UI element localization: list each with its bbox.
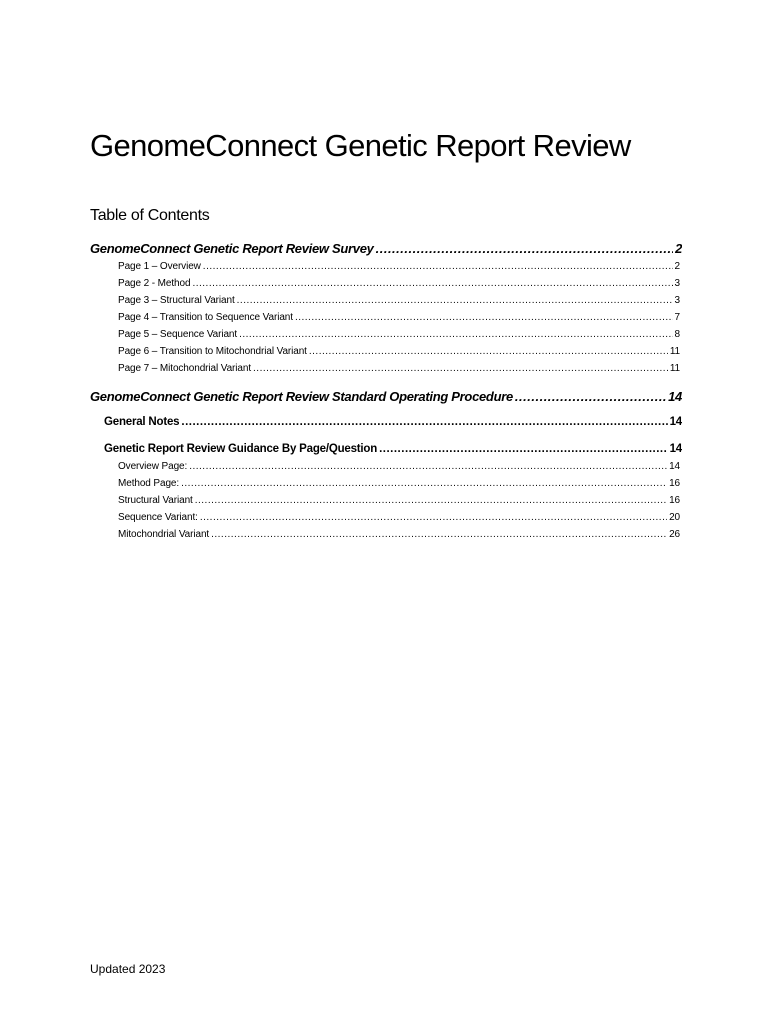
toc-entry[interactable] xyxy=(118,529,680,540)
toc-entry[interactable] xyxy=(90,241,682,256)
toc-entry-label: Page 2 - Method xyxy=(118,278,191,289)
toc-entry-label: GenomeConnect Genetic Report Review Standard Operating Procedure xyxy=(90,389,513,404)
dot-leader xyxy=(309,346,668,357)
toc-entry[interactable] xyxy=(118,295,680,306)
dot-leader xyxy=(181,416,667,428)
toc-entry[interactable] xyxy=(118,278,680,289)
toc-entry[interactable] xyxy=(118,495,680,506)
toc-entry-page: 2 xyxy=(675,241,682,256)
toc-entry[interactable] xyxy=(118,461,680,472)
toc-entry[interactable] xyxy=(118,346,680,357)
toc-entry-page: 14 xyxy=(669,443,682,455)
toc-entry-label: General Notes xyxy=(104,416,180,428)
toc-entry[interactable] xyxy=(118,312,680,323)
dot-leader xyxy=(211,529,667,540)
toc-entry-page: 16 xyxy=(669,495,680,506)
dot-leader xyxy=(376,241,673,256)
toc-entry-page: 20 xyxy=(669,512,680,523)
toc-entry-page: 11 xyxy=(669,346,680,357)
dot-leader xyxy=(181,478,667,489)
toc-entry-label: Page 1 – Overview xyxy=(118,261,201,272)
toc-entry[interactable] xyxy=(104,443,682,455)
toc-heading: Table of Contents xyxy=(90,207,210,224)
toc-entry[interactable] xyxy=(90,389,682,404)
toc-entry[interactable] xyxy=(118,478,680,489)
toc-entry-page: 7 xyxy=(674,312,680,323)
toc-entry-page: 26 xyxy=(669,529,680,540)
toc-entry-label: Page 7 – Mitochondrial Variant xyxy=(118,363,252,374)
toc-entry-page: 3 xyxy=(674,278,680,289)
toc-entry[interactable] xyxy=(118,363,680,374)
toc-entry-label: Mitochondrial Variant xyxy=(118,529,210,540)
toc-entry-page: 16 xyxy=(669,478,680,489)
dot-leader xyxy=(192,278,672,289)
dot-leader xyxy=(239,329,672,340)
dot-leader xyxy=(253,363,668,374)
toc-entry-page: 2 xyxy=(674,261,680,272)
toc-entry-label: Page 3 – Structural Variant xyxy=(118,295,235,306)
footer-updated: Updated 2023 xyxy=(90,962,166,976)
dot-leader xyxy=(295,312,673,323)
toc-entry-label: Genetic Report Review Guidance By Page/Question xyxy=(104,443,378,455)
toc-entry[interactable] xyxy=(118,261,680,272)
toc-entry-label: Page 4 – Transition to Sequence Variant xyxy=(118,312,293,323)
dot-leader xyxy=(200,512,667,523)
toc-entry-label: Page 5 – Sequence Variant xyxy=(118,329,238,340)
dot-leader xyxy=(195,495,667,506)
dot-leader xyxy=(189,461,667,472)
toc-entry-page: 11 xyxy=(669,363,680,374)
toc-entry-label: GenomeConnect Genetic Report Review Survey xyxy=(90,241,374,256)
dot-leader xyxy=(379,443,668,455)
toc-entry-page: 3 xyxy=(674,295,680,306)
toc-entry-label: Overview Page: xyxy=(118,461,188,472)
dot-leader xyxy=(237,295,673,306)
toc-entry-page: 8 xyxy=(674,329,680,340)
toc-entry-label: Method Page: xyxy=(118,478,180,489)
dot-leader xyxy=(203,261,673,272)
toc-entry[interactable] xyxy=(118,329,680,340)
toc-entry-page: 14 xyxy=(668,389,682,404)
toc-entry[interactable] xyxy=(118,512,680,523)
dot-leader xyxy=(515,389,666,404)
document-title: GenomeConnect Genetic Report Review xyxy=(90,128,631,163)
toc-entry-page: 14 xyxy=(669,461,680,472)
toc-entry-label: Structural Variant xyxy=(118,495,193,506)
toc-entry-label: Sequence Variant: xyxy=(118,512,198,523)
toc-entry-page: 14 xyxy=(669,416,682,428)
toc-entry[interactable] xyxy=(104,416,682,428)
toc-entry-label: Page 6 – Transition to Mitochondrial Variant xyxy=(118,346,307,357)
